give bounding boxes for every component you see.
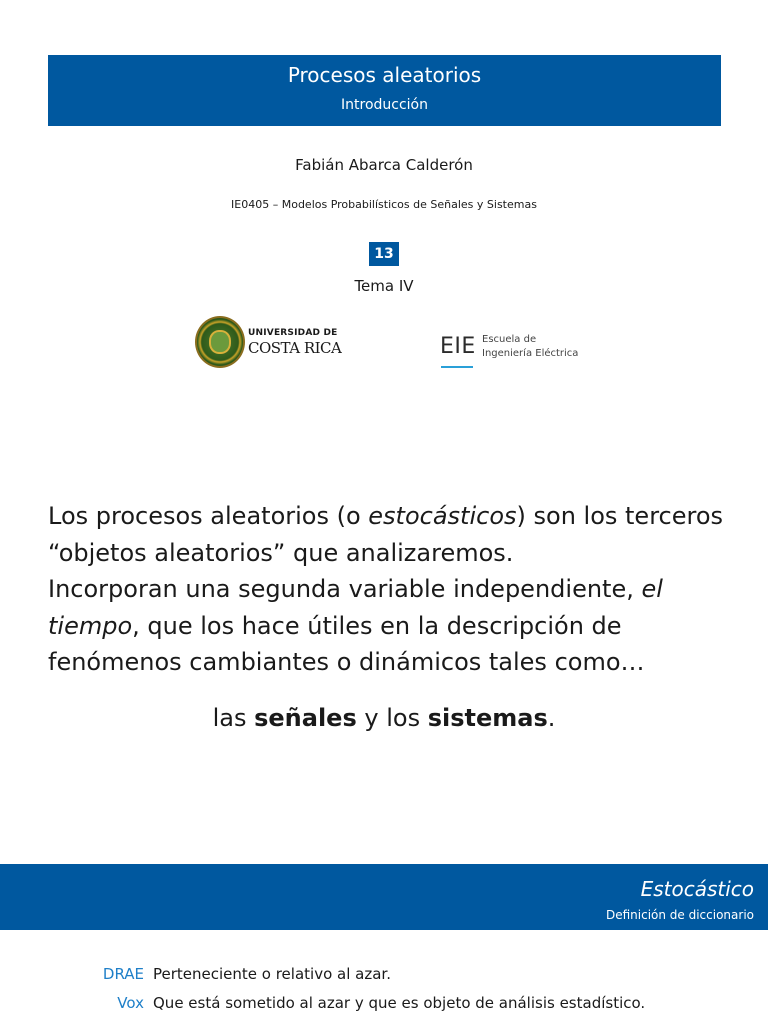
eie-logo-line1: Escuela de — [482, 334, 537, 345]
ucr-logo-line2: COSTA RICA — [248, 339, 342, 357]
definition-text: Que está sometido al azar y que es objeto de análisis estadístico. — [153, 994, 646, 1012]
intro-text: Incorporan una segunda variable independiente, — [48, 575, 642, 603]
intro-emphasis: estocásticos — [368, 502, 517, 530]
keyword-senales: señales — [254, 704, 357, 732]
definition-text: Perteneciente o relativo al azar. — [153, 965, 391, 983]
eie-logo-underline — [441, 366, 473, 368]
intro-text: Los procesos aleatorios (o — [48, 502, 369, 530]
definition-source: DRAE — [102, 965, 144, 983]
topic-label: Tema IV — [354, 277, 414, 295]
presentation-title: Procesos aleatorios — [287, 63, 482, 87]
course-name: IE0405 – Modelos Probabilísticos de Señales y Sistemas — [231, 198, 537, 211]
intro-text: , que los hace útiles en la descripción de fenómenos cambiantes o dinámicos tales como… — [48, 611, 645, 676]
eie-logo-line2: Ingeniería Eléctrica — [482, 348, 579, 359]
presentation-subtitle: Introducción — [341, 97, 428, 113]
frame-title: Estocástico — [640, 877, 754, 901]
ucr-seal-logo — [195, 316, 245, 368]
frame-subtitle: Definición de diccionario — [605, 908, 754, 922]
definition-entry — [0, 994, 768, 1018]
keyword-sistemas: sistemas — [427, 704, 548, 732]
eie-logo-mark: EIE — [440, 334, 476, 359]
intro-emphasis: el tiempo — [48, 575, 663, 640]
ucr-logo-line1: UNIVERSIDAD DE — [248, 328, 338, 338]
definition-source: Vox — [117, 994, 144, 1012]
definition-entry — [0, 965, 768, 989]
punchline: las señales y los sistemas. — [212, 704, 556, 732]
author-name: Fabián Abarca Calderón — [295, 156, 473, 174]
intro-text: ) son los terceros “objetos aleatorios” que analizaremos. — [48, 502, 724, 567]
definition-frame-header — [0, 864, 768, 930]
intro-paragraph — [48, 498, 728, 681]
lecture-number-badge: 13 — [369, 242, 399, 266]
title-banner — [48, 55, 721, 126]
